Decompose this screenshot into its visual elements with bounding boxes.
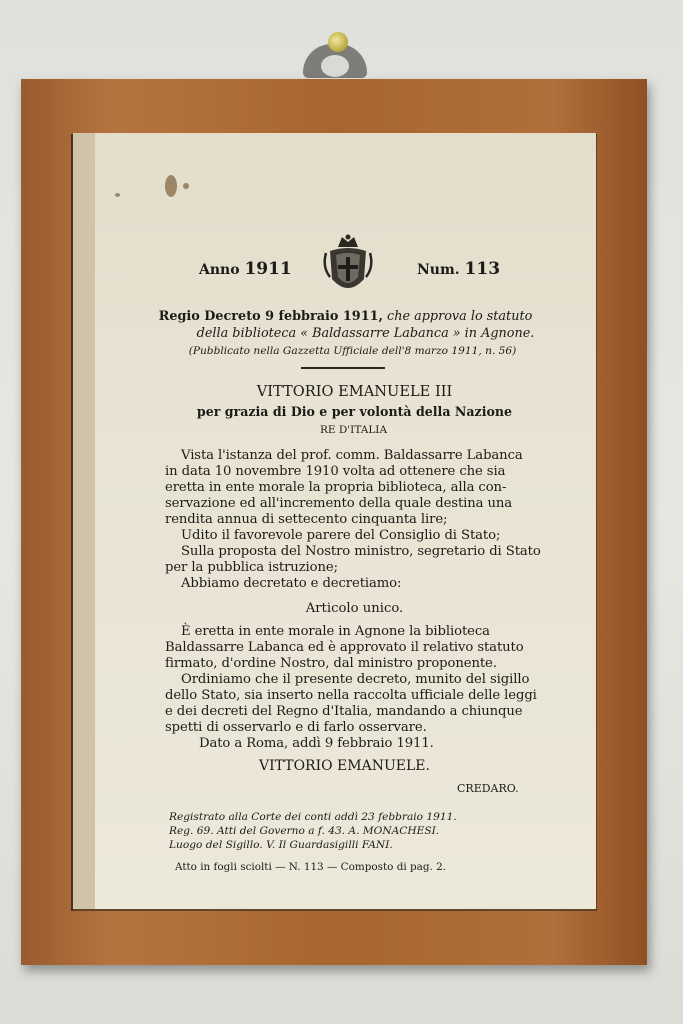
preamble-line: servazione ed all'incremento della quale destina una [165,496,513,511]
countersign: CREDARO. [457,782,519,795]
preamble-line: per la pubblica istruzione; [165,560,338,575]
paper-stain [165,175,177,197]
paper-stain [183,183,189,189]
article-line: È eretta in ente morale in Agnone la biblioteca [181,624,490,639]
king-grace: per grazia di Dio e per volontà della Nazione [196,404,513,419]
divider [301,367,385,369]
preamble-line: Vista l'istanza del prof. comm. Baldassarre Labanca [181,448,523,463]
publication-note: (Pubblicato nella Gazzetta Ufficiale dell'8 marzo 1911, n. 56) [188,345,517,357]
footer-note: Atto in fogli sciolti — N. 113 — Composto di pag. 2. [175,861,446,873]
article-line: spetti di osservarlo e di farlo osservare. [165,720,427,735]
decree-document: Anno 1911 Num. 113 Regio Decreto 9 febbraio 1911, che approva lo statuto della biblioteca « Baldassarre Labanca » in Agnone. (Pubblicato nella Gazzetta Ufficiale dell'8 marzo 1911, n. 56) VITTORIO EMANUELE III per grazia di Dio e per volontà della Nazione RE D'ITALIA Vista l'istanza del prof. comm. Baldassarre Labanca in data 10 novembre 1910 volta ad ottenere che sia eretta in ente morale la propria biblioteca, alla con- servazione ed all'incremento della quale destina una rendita annua di settecento cinquanta lire; Udito il favorevole parere del Consiglio di Stato; Sulla proposta del Nostro ministro, segretario di Stato per la pubblica istruzione; Abbiamo decretato e decretiamo: Articolo unico. È eretta in ente morale in Agnone la biblioteca Baldassarre Labanca ed è approvato il relativo statuto firmato, d'ordine Nostro, dal ministro proponente. Ordiniamo che il presente decreto, munito del sigillo dello Stato, sia inserto nella raccolta ufficiale delle leggi e dei decreti del Regno d'Italia, mandando a chiunque spetti di osservarlo e di farlo osservare. Dato a Roma, addì 9 febbraio 1911. VITTORIO EMANUELE. CREDARO. Registrato alla Corte dei conti addì 23 febbraio 1911. Reg. 69. Atti del Governo a f. 43. A. MONACHESI. Luogo del Sigillo. V. Il Guardasigilli FANI. Atto in fogli sciolti — N. 113 — Composto di pag. 2. [95,133,596,909]
article-line: firmato, d'ordine Nostro, dal ministro proponente. [165,656,497,671]
preamble-line: in data 10 novembre 1910 volta ad ottenere che sia [165,464,506,479]
anno-label: Anno [199,262,240,278]
preamble-line: Abbiamo decretato e decretiamo: [181,576,402,591]
re-italia: RE D'ITALIA [319,424,388,436]
article-line: dello Stato, sia inserto nella raccolta ufficiale delle leggi [165,688,537,703]
registration-line: Registrato alla Corte dei conti addì 23 febbraio 1911. [169,811,457,823]
signature: VITTORIO EMANUELE. [259,758,430,774]
king-name: VITTORIO EMANUELE III [256,383,453,400]
title-line-2: della biblioteca « Baldassarre Labanca » in Agnone. [196,326,535,341]
anno-year: 1911 [244,259,292,279]
preamble-line: Udito il favorevole parere del Consiglio di Stato; [181,528,501,543]
article-line: e dei decreti del Regno d'Italia, mandando a chiunque [165,704,523,719]
num-label: Num. [417,262,460,278]
num-value: 113 [464,259,501,279]
preamble-line: Sulla proposta del Nostro ministro, segretario di Stato [181,544,541,559]
article-line: Dato a Roma, addì 9 febbraio 1911. [199,736,434,751]
paper-edge [73,133,97,909]
preamble-line: rendita annua di settecento cinquanta lire; [165,512,448,527]
article-line: Baldassarre Labanca ed è approvato il relativo statuto [165,640,524,655]
royal-crest-icon [322,233,374,301]
article-line: Ordiniamo che il presente decreto, munito del sigillo [181,672,530,687]
article-heading: Articolo unico. [305,601,404,616]
registration-line: Luogo del Sigillo. V. Il Guardasigilli FANI. [169,839,393,851]
preamble-line: eretta in ente morale la propria biblioteca, alla con- [165,480,507,495]
paper-stain [115,193,120,197]
nail-head [328,32,348,52]
registration-line: Reg. 69. Atti del Governo a f. 43. A. MONACHESI. [169,825,440,837]
